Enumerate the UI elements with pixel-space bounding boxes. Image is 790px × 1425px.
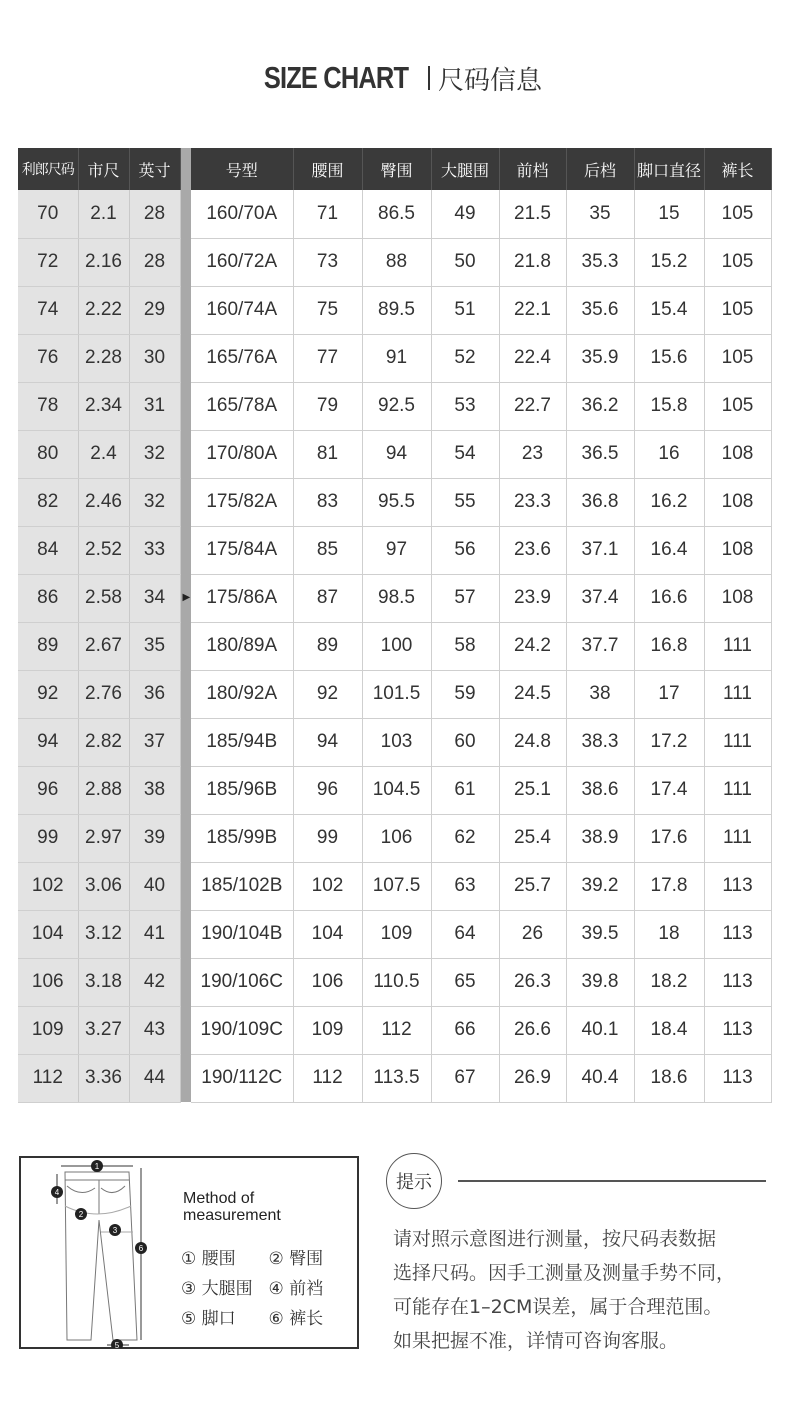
table-row [18,814,771,862]
column-divider [180,622,191,670]
table-cell: 24.5 [499,670,566,718]
table-cell: 105 [704,190,771,238]
legend-item-thigh: ③ 大腿围 [181,1279,253,1299]
column-divider [180,766,191,814]
table-row [18,382,771,430]
table-cell: 97 [362,526,431,574]
table-cell: 2.82 [78,718,129,766]
table-cell: 2.52 [78,526,129,574]
table-cell: 175/84A [191,526,293,574]
table-cell: 112 [362,1006,431,1054]
table-cell: 17.2 [634,718,704,766]
table-cell: 21.8 [499,238,566,286]
pants-illustration [21,1158,181,1348]
column-header: 脚口直径 [634,148,704,190]
table-cell: 108 [704,430,771,478]
table-cell: 81 [293,430,362,478]
table-cell: 17.4 [634,766,704,814]
column-header: 大腿围 [431,148,499,190]
table-cell: 18.2 [634,958,704,1006]
table-cell: 73 [293,238,362,286]
table-cell: 26.9 [499,1054,566,1102]
table-cell: 160/70A [191,190,293,238]
table-cell: 18.6 [634,1054,704,1102]
table-cell: 39.5 [566,910,634,958]
table-cell: 51 [431,286,499,334]
table-cell: 86 [18,574,78,622]
table-cell: 59 [431,670,499,718]
table-cell: 170/80A [191,430,293,478]
table-cell: 190/109C [191,1006,293,1054]
column-divider [180,910,191,958]
column-header: 英寸 [129,148,180,190]
table-cell: 23.6 [499,526,566,574]
table-row [18,526,771,574]
table-cell: 2.16 [78,238,129,286]
table-row [18,670,771,718]
table-cell: 105 [704,334,771,382]
table-cell: 101.5 [362,670,431,718]
table-cell: 53 [431,382,499,430]
table-cell: 38 [129,766,180,814]
table-cell: 15.8 [634,382,704,430]
table-cell: 36.2 [566,382,634,430]
table-cell: 82 [18,478,78,526]
chart-title [0,58,790,98]
table-cell: 35.6 [566,286,634,334]
table-cell: 95.5 [362,478,431,526]
table-cell: 160/74A [191,286,293,334]
table-cell: 31 [129,382,180,430]
table-cell: 37.7 [566,622,634,670]
table-cell: 89 [18,622,78,670]
table-cell: 89 [293,622,362,670]
table-cell: 88 [362,238,431,286]
table-cell: 26.3 [499,958,566,1006]
table-cell: 74 [18,286,78,334]
table-cell: 109 [293,1006,362,1054]
legend-item-length: ⑥ 裤长 [268,1309,324,1329]
table-cell: 61 [431,766,499,814]
table-cell: 25.4 [499,814,566,862]
table-cell: 111 [704,814,771,862]
table-cell: 89.5 [362,286,431,334]
table-cell: 112 [293,1054,362,1102]
table-row [18,190,771,238]
table-cell: 108 [704,526,771,574]
table-cell: 113 [704,958,771,1006]
table-row [18,430,771,478]
table-cell: 103 [362,718,431,766]
table-cell: 50 [431,238,499,286]
table-cell: 44 [129,1054,180,1102]
table-cell: 26.6 [499,1006,566,1054]
table-cell: 39.2 [566,862,634,910]
table-cell: 16.6 [634,574,704,622]
table-cell: 57 [431,574,499,622]
table-cell: 76 [18,334,78,382]
table-cell: 104 [18,910,78,958]
table-cell: 102 [18,862,78,910]
table-cell: 110.5 [362,958,431,1006]
table-cell: 105 [704,286,771,334]
table-cell: 16.8 [634,622,704,670]
table-cell: 30 [129,334,180,382]
table-cell: 23.3 [499,478,566,526]
table-header-row [18,148,771,190]
table-cell: 64 [431,910,499,958]
svg-text:2: 2 [78,1210,84,1219]
table-cell: 32 [129,430,180,478]
column-divider [180,862,191,910]
table-cell: 111 [704,766,771,814]
table-row [18,622,771,670]
table-row [18,910,771,958]
table-cell: 55 [431,478,499,526]
svg-text:4: 4 [54,1188,60,1197]
table-cell: 84 [18,526,78,574]
table-cell: 29 [129,286,180,334]
table-cell: 35.3 [566,238,634,286]
title-chinese: 尺码信息 [437,65,542,96]
table-cell: 62 [431,814,499,862]
table-row [18,862,771,910]
table-cell: 113.5 [362,1054,431,1102]
table-cell: 39.8 [566,958,634,1006]
table-cell: 85 [293,526,362,574]
column-divider [180,382,191,430]
table-cell: 40.1 [566,1006,634,1054]
column-divider [180,430,191,478]
table-row [18,574,771,622]
table-cell: 16.2 [634,478,704,526]
column-header: 后档 [566,148,634,190]
table-cell: 25.7 [499,862,566,910]
table-cell: 77 [293,334,362,382]
table-cell: 35.9 [566,334,634,382]
tip-text: 请对照示意图进行测量，按尺码表数据 选择尺码。因手工测量及测量手势不同， 可能存在1–2CM误差，属于合理范围。 如果把握不准，详情可咨询客服。 [393,1228,736,1352]
table-cell: 56 [431,526,499,574]
table-cell: 28 [129,190,180,238]
table-cell: 70 [18,190,78,238]
column-header: 臀围 [362,148,431,190]
table-cell: 80 [18,430,78,478]
table-cell: 22.4 [499,334,566,382]
table-row [18,1006,771,1054]
table-cell: 37 [129,718,180,766]
table-cell: 66 [431,1006,499,1054]
table-cell: 107.5 [362,862,431,910]
table-cell: 67 [431,1054,499,1102]
legend-item-front-rise: ④ 前裆 [268,1279,324,1299]
column-header: 裤长 [704,148,771,190]
table-cell: 37.4 [566,574,634,622]
table-cell: 16 [634,430,704,478]
table-row [18,1054,771,1102]
table-cell: 26 [499,910,566,958]
table-cell: 2.97 [78,814,129,862]
svg-text:6: 6 [138,1244,144,1253]
table-cell: 22.7 [499,382,566,430]
table-cell: 40 [129,862,180,910]
table-cell: 42 [129,958,180,1006]
column-header: 市尺 [78,148,129,190]
method-title [183,1190,281,1224]
table-cell: 109 [362,910,431,958]
table-cell: 49 [431,190,499,238]
table-cell: 113 [704,862,771,910]
table-cell: 3.12 [78,910,129,958]
table-cell: 38.6 [566,766,634,814]
table-cell: 111 [704,670,771,718]
column-divider [180,1054,191,1102]
table-cell: 96 [293,766,362,814]
column-divider [180,286,191,334]
column-divider [180,718,191,766]
table-cell: 58 [431,622,499,670]
table-cell: 60 [431,718,499,766]
table-cell: 21.5 [499,190,566,238]
table-cell: 94 [293,718,362,766]
table-row [18,958,771,1006]
table-cell: 3.36 [78,1054,129,1102]
table-cell: 99 [293,814,362,862]
table-row [18,238,771,286]
table-cell: 2.46 [78,478,129,526]
table-cell: 165/76A [191,334,293,382]
table-cell: 65 [431,958,499,1006]
table-cell: 185/94B [191,718,293,766]
table-row [18,766,771,814]
table-cell: 185/99B [191,814,293,862]
table-cell: 71 [293,190,362,238]
table-cell: 3.18 [78,958,129,1006]
table-cell: 36.5 [566,430,634,478]
table-cell: 113 [704,1006,771,1054]
column-divider [180,958,191,1006]
table-cell: 190/104B [191,910,293,958]
table-cell: 18 [634,910,704,958]
column-divider [180,190,191,238]
table-cell: 43 [129,1006,180,1054]
table-cell: 75 [293,286,362,334]
table-cell: 72 [18,238,78,286]
table-cell: 160/72A [191,238,293,286]
table-cell: 2.1 [78,190,129,238]
table-cell: 23.9 [499,574,566,622]
svg-text:3: 3 [112,1226,118,1235]
table-cell: 22.1 [499,286,566,334]
method-title-line2: measurement [183,1207,281,1224]
table-cell: 111 [704,622,771,670]
column-divider [180,334,191,382]
table-cell: 36.8 [566,478,634,526]
table-cell: 185/102B [191,862,293,910]
table-cell: 180/89A [191,622,293,670]
table-cell: 104 [293,910,362,958]
title-english: SIZE CHART [263,60,409,95]
table-cell: 175/82A [191,478,293,526]
marker-6 [135,1242,147,1254]
table-cell: 2.67 [78,622,129,670]
table-cell: 2.88 [78,766,129,814]
table-cell: 35 [566,190,634,238]
table-cell: 16.4 [634,526,704,574]
method-title-line1: Method of [183,1190,255,1207]
table-cell: 17 [634,670,704,718]
table-cell: 106 [362,814,431,862]
table-cell: 96 [18,766,78,814]
table-cell: 15.2 [634,238,704,286]
svg-text:1: 1 [94,1162,100,1171]
table-row [18,334,771,382]
table-cell: 37.1 [566,526,634,574]
table-cell: 92.5 [362,382,431,430]
table-cell: 2.22 [78,286,129,334]
marker-3 [109,1224,121,1236]
table-cell: 109 [18,1006,78,1054]
table-cell: 15.4 [634,286,704,334]
table-cell: 2.28 [78,334,129,382]
table-cell: 15.6 [634,334,704,382]
table-cell: 106 [18,958,78,1006]
table-cell: 17.8 [634,862,704,910]
table-cell: 33 [129,526,180,574]
table-cell: 32 [129,478,180,526]
column-divider [180,526,191,574]
table-cell: 3.06 [78,862,129,910]
column-header: 腰围 [293,148,362,190]
tip-badge: 提示 [386,1153,442,1209]
table-cell: 112 [18,1054,78,1102]
table-cell: 78 [18,382,78,430]
column-divider [180,238,191,286]
table-cell: 86.5 [362,190,431,238]
table-cell: 2.4 [78,430,129,478]
table-cell: 17.6 [634,814,704,862]
table-row [18,718,771,766]
table-cell: 113 [704,1054,771,1102]
table-cell: 87 [293,574,362,622]
table-cell: 2.58 [78,574,129,622]
table-cell: 23 [499,430,566,478]
table-cell: 52 [431,334,499,382]
table-cell: 185/96B [191,766,293,814]
table-cell: 111 [704,718,771,766]
title-divider [428,66,430,90]
column-header: 利郎尺码 [18,148,78,190]
tip-divider [458,1180,766,1182]
table-cell: 105 [704,238,771,286]
table-cell: 41 [129,910,180,958]
table-cell: 2.76 [78,670,129,718]
table-cell: 24.2 [499,622,566,670]
size-table [18,148,772,1103]
table-cell: 39 [129,814,180,862]
table-cell: 35 [129,622,180,670]
column-divider [180,1006,191,1054]
table-cell: 92 [293,670,362,718]
legend-item-hip: ② 臀围 [268,1249,324,1269]
marker-4 [51,1186,63,1198]
table-cell: 98.5 [362,574,431,622]
measurement-diagram [19,1156,359,1349]
table-cell: 102 [293,862,362,910]
measurement-legend [181,1244,356,1329]
marker-1 [91,1160,103,1172]
table-cell: 91 [362,334,431,382]
table-row [18,286,771,334]
table-cell: 54 [431,430,499,478]
table-cell: 38.3 [566,718,634,766]
table-cell: 36 [129,670,180,718]
table-cell: 175/86A [191,574,293,622]
row-pointer-icon: ▶ [182,592,191,603]
column-divider [180,814,191,862]
table-cell: 38.9 [566,814,634,862]
table-cell: 28 [129,238,180,286]
table-cell: 113 [704,910,771,958]
table-cell: 38 [566,670,634,718]
table-cell: 165/78A [191,382,293,430]
table-cell: 108 [704,478,771,526]
column-divider [180,574,191,622]
marker-2 [75,1208,87,1220]
column-divider [180,478,191,526]
table-cell: 190/106C [191,958,293,1006]
table-cell: 94 [18,718,78,766]
table-cell: 18.4 [634,1006,704,1054]
legend-item-leg-opening: ⑤ 脚口 [181,1309,236,1329]
table-cell: 63 [431,862,499,910]
table-row [18,478,771,526]
table-cell: 108 [704,574,771,622]
table-cell: 180/92A [191,670,293,718]
table-cell: 15 [634,190,704,238]
table-cell: 34 [129,574,180,622]
table-cell: 79 [293,382,362,430]
table-cell: 40.4 [566,1054,634,1102]
table-cell: 99 [18,814,78,862]
table-cell: 24.8 [499,718,566,766]
table-cell: 25.1 [499,766,566,814]
table-cell: 94 [362,430,431,478]
table-cell: 2.34 [78,382,129,430]
legend-item-waist: ① 腰围 [181,1249,236,1269]
column-divider [180,148,191,190]
table-cell: 92 [18,670,78,718]
table-cell: 83 [293,478,362,526]
table-cell: 190/112C [191,1054,293,1102]
column-header: 前档 [499,148,566,190]
table-cell: 3.27 [78,1006,129,1054]
table-cell: 104.5 [362,766,431,814]
table-cell: 105 [704,382,771,430]
svg-text:5: 5 [114,1341,120,1348]
column-header: 号型 [191,148,293,190]
table-cell: 100 [362,622,431,670]
table-cell: 106 [293,958,362,1006]
column-divider [180,670,191,718]
